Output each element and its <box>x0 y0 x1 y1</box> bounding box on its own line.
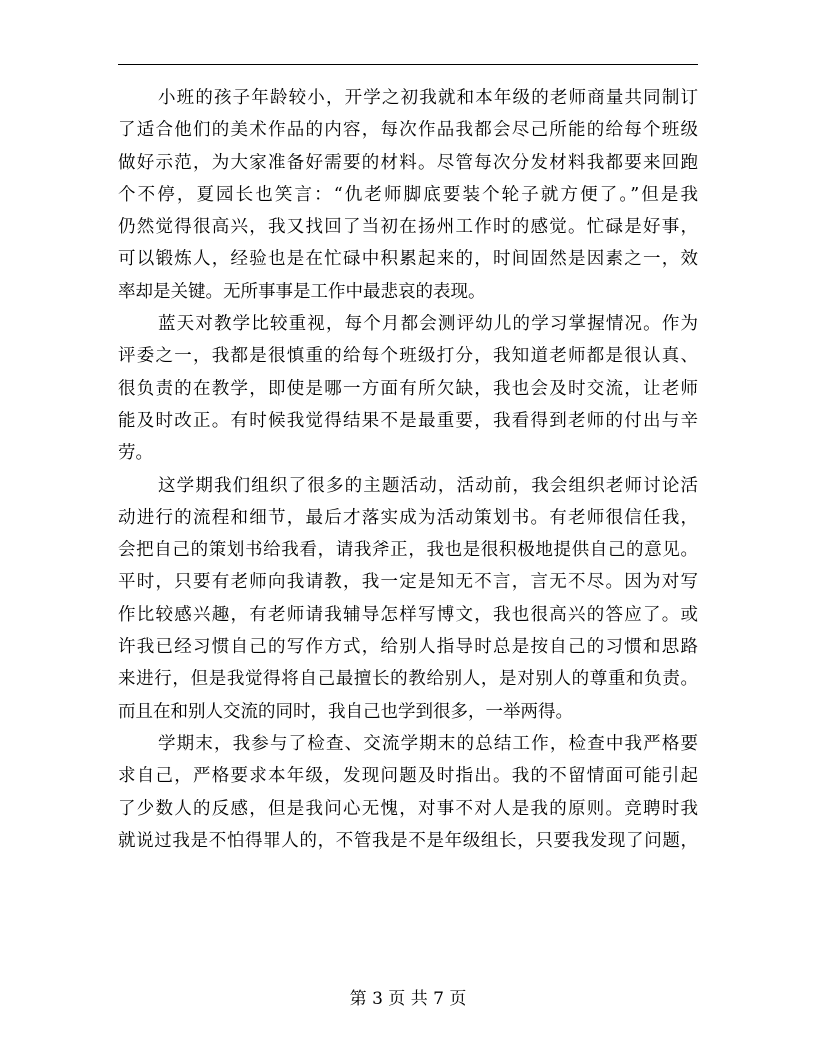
text-line: 而且在和别人交流的同时，我自己也学到很多，一举两得。 <box>118 701 573 722</box>
body-text <box>118 82 698 857</box>
text-line: 做好示范，为大家准备好需要的材料。尽管每次分发材料我都要来回跑 <box>118 152 698 173</box>
text-line: 许我已经习惯自己的写作方式，给别人指导时总是按自己的习惯和思路 <box>118 637 698 658</box>
text-line: 就说过我是不怕得罪人的，不管我是不是年级组长，只要我发现了问题， <box>118 830 698 851</box>
text-line: 仍然觉得很高兴，我又找回了当初在扬州工作时的感觉。忙碌是好事， <box>118 217 698 238</box>
text-line: 了少数人的反感，但是我问心无愧，对事不对人是我的原则。竞聘时我 <box>118 798 698 819</box>
text-line: 评委之一，我都是很慎重的给每个班级打分，我知道老师都是很认真、 <box>118 346 698 367</box>
text-line: 蓝天对教学比较重视，每个月都会测评幼儿的学习掌握情况。作为 <box>158 314 698 335</box>
text-line: 会把自己的策划书给我看，请我斧正，我也是很积极地提供自己的意见。 <box>118 540 698 561</box>
text-line: 这学期我们组织了很多的主题活动，活动前，我会组织老师讨论活 <box>158 475 698 496</box>
text-line: 个不停，夏园长也笑言：“仇老师脚底要装个轮子就方便了。”但是我 <box>118 184 698 205</box>
paragraph-4 <box>118 728 698 857</box>
text-line: 求自己，严格要求本年级，发现问题及时指出。我的不留情面可能引起 <box>118 766 698 787</box>
text-line: 平时，只要有老师向我请教，我一定是知无不言，言无不尽。因为对写 <box>118 572 698 593</box>
text-line: 劳。 <box>118 443 153 464</box>
text-line: 作比较感兴趣，有老师请我辅导怎样写博文，我也很高兴的答应了。或 <box>118 604 698 625</box>
paragraph-2 <box>118 308 698 469</box>
text-line: 率却是关键。无所事事是工作中最悲哀的表现。 <box>118 281 486 302</box>
header-rule <box>118 64 698 65</box>
text-line: 很负责的在教学，即使是哪一方面有所欠缺，我也会及时交流，让老师 <box>118 378 698 399</box>
page-number-footer: 第 3 页 共 7 页 <box>349 989 467 1009</box>
text-line: 能及时改正。有时候我觉得结果不是最重要，我看得到老师的付出与辛 <box>118 410 698 431</box>
text-line: 小班的孩子年龄较小，开学之初我就和本年级的老师商量共同制订 <box>158 88 698 108</box>
paragraph-3 <box>118 470 698 728</box>
text-line: 学期末，我参与了检查、交流学期末的总结工作，检查中我严格要 <box>158 733 698 754</box>
text-line: 动进行的流程和细节，最后才落实成为活动策划书。有老师很信任我， <box>118 507 698 528</box>
text-line: 来进行，但是我觉得将自己最擅长的教给别人，是对别人的尊重和负责。 <box>118 669 698 690</box>
text-line: 可以锻炼人，经验也是在忙碌中积累起来的，时间固然是因素之一，效 <box>118 249 698 270</box>
text-line: 了适合他们的美术作品的内容，每次作品我都会尽己所能的给每个班级 <box>118 120 698 141</box>
paragraph-1 <box>118 82 698 308</box>
